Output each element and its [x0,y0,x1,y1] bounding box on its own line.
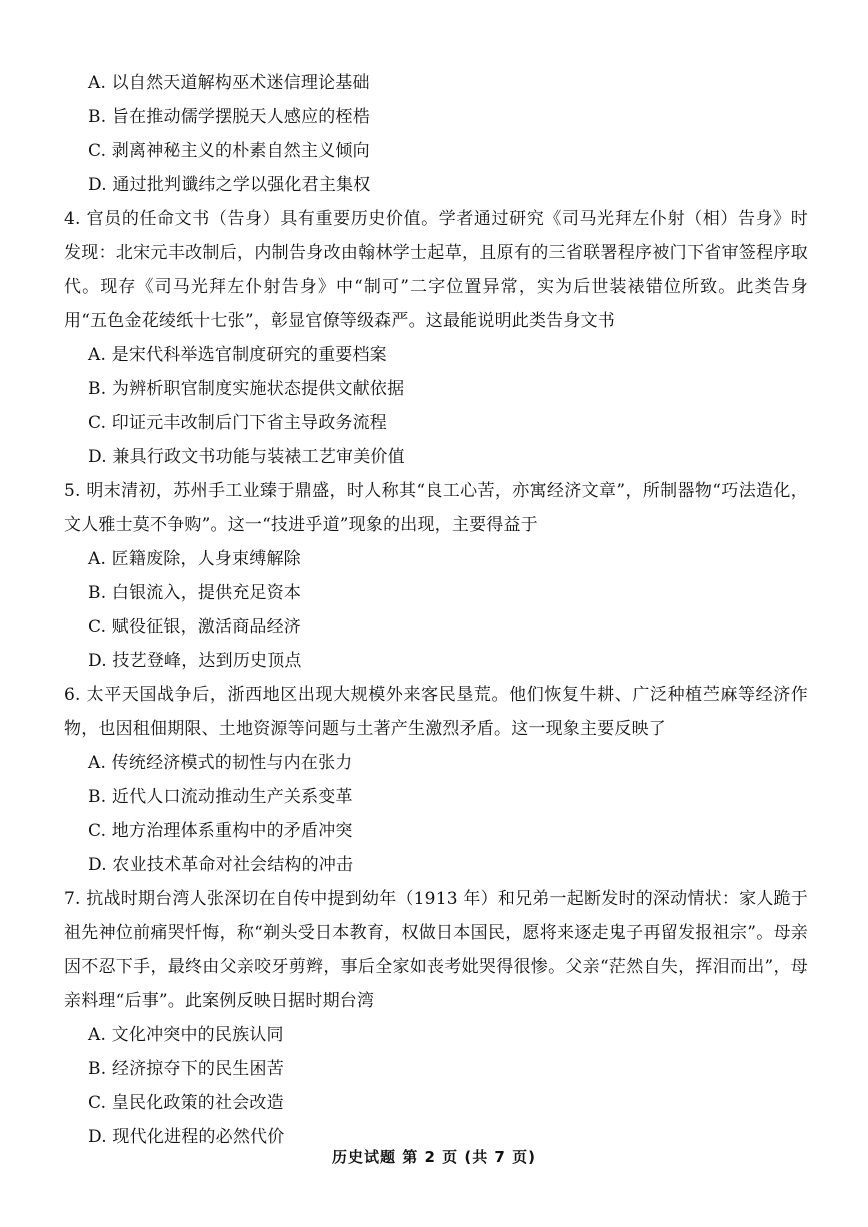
question-6 [64,678,808,882]
q6-option-c: C. 地方治理体系重构中的矛盾冲突 [88,821,353,841]
q3-option-b: B. 旨在推动儒学摆脱天人感应的桎梏 [88,107,370,127]
q5-option-c: C. 赋役征银，激活商品经济 [88,617,302,637]
q3-option-c: C. 剥离神秘主义的朴素自然主义倾向 [88,141,370,161]
q5-option-a: A. 匠籍废除，人身束缚解除 [88,549,301,569]
q6-option-b: B. 近代人口流动推动生产关系变革 [88,787,353,807]
q3-option-d: D. 通过批判谶纬之学以强化君主集权 [88,175,371,195]
q6-option-d: D. 农业技术革命对社会结构的冲击 [88,855,354,875]
q7-option-c: C. 皇民化政策的社会改造 [88,1093,284,1113]
q4-stem: 4. 官员的任命文书（告身）具有重要历史价值。学者通过研究《司马光拜左仆射（相）告身》时发现：北宋元丰改制后，内制告身改由翰林学士起草，且原有的三省联署程序被门下省审签程序取代。现存《司马光拜左仆射告身》中“制可”二字位置异常，实为后世装裱错位所致。此类告身用“五色金花绫纸十七张”，彰显官僚等级森严。这最能说明此类告身文书 [64,209,808,331]
q6-stem: 6. 太平天国战争后，浙西地区出现大规模外来客民垦荒。他们恢复牛耕、广泛种植苎麻等经济作物，也因租佃期限、土地资源等问题与土著产生激烈矛盾。这一现象主要反映了 [64,685,808,739]
question-5 [64,474,808,678]
question-7 [64,882,808,1154]
q7-stem: 7. 抗战时期台湾人张深切在自传中提到幼年（1913 年）和兄弟一起断发时的深动情状：家人跪于祖先神位前痛哭忏悔，称“剃头受日本教育，权做日本国民，愿将来逐走鬼子再留发报祖宗”。母亲因不忍下手，最终由父亲咬牙剪辫，事后全家如丧考妣哭得很惨。父亲“茫然自失，挥泪而出”，母亲料理“后事”。此案例反映日据时期台湾 [64,889,808,1011]
q3-option-a: A. 以自然天道解构巫术迷信理论基础 [88,73,370,93]
q6-option-a: A. 传统经济模式的韧性与内在张力 [88,753,353,773]
q4-option-b: B. 为辨析职官制度实施状态提供文献依据 [88,379,405,399]
q7-option-b: B. 经济掠夺下的民生困苦 [88,1059,284,1079]
q4-option-d: D. 兼具行政文书功能与装裱工艺审美价值 [88,447,405,467]
q7-option-a: A. 文化冲突中的民族认同 [88,1025,284,1045]
q4-option-c: C. 印证元丰改制后门下省主导政务流程 [88,413,388,433]
page-footer: 历史试题 第 2 页 (共 7 页) [332,1148,536,1166]
q5-option-b: B. 白银流入，提供充足资本 [88,583,302,603]
question-4 [64,202,808,474]
page-content [64,66,808,1154]
q7-option-d: D. 现代化进程的必然代价 [88,1127,285,1147]
q5-stem: 5. 明末清初，苏州手工业臻于鼎盛，时人称其“良工心苦，亦寓经济文章”，所制器物“巧法造化，文人雅士莫不争购”。这一“技进乎道”现象的出现，主要得益于 [64,481,808,535]
q5-option-d: D. 技艺登峰，达到历史顶点 [88,651,302,671]
q4-option-a: A. 是宋代科举选官制度研究的重要档案 [88,345,387,365]
question-3-options [64,66,808,202]
